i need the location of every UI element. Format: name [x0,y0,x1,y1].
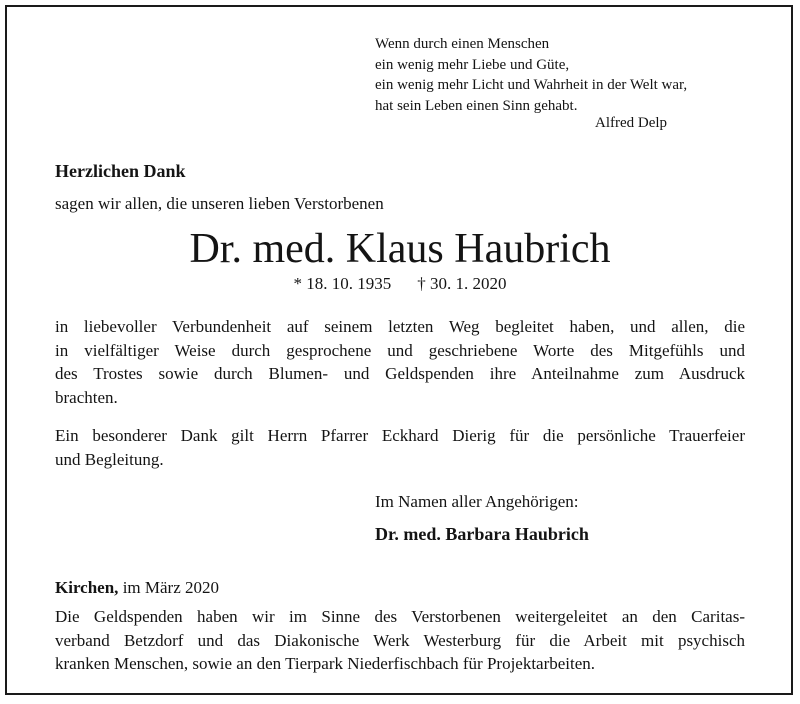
donations-paragraph [55,605,745,676]
paragraph-line: in liebevoller Verbundenheit auf seinem letzten Weg begleitet haben, und allen, die [55,317,745,336]
special-thanks-paragraph [55,424,745,471]
thanks-heading: Herzlichen Dank [55,161,186,181]
place-date: im März 2020 [118,578,220,597]
birth-date: * 18. 10. 1935 [293,274,392,293]
paragraph-line: verband Betzdorf und das Diakonische Werk Westerburg für die Arbeit mit psychisch [55,630,745,650]
quote-line: Wenn durch einen Menschen [375,36,550,52]
paragraph-line: Die Geldspenden haben wir im Sinne des Verstorbenen weitergeleitet an den Caritas- [55,607,745,626]
quote-line: ein wenig mehr Liebe und Güte, [375,56,570,73]
death-date: † 30. 1. 2020 [417,274,507,293]
paragraph-line: brachten. [55,387,118,407]
quote-line: hat sein Leben einen Sinn gehabt. [375,97,578,114]
paragraph-line: Ein besonderer Dank gilt Herrn Pfarrer Eckhard Dierig für die persönliche Trauerfeier [55,426,745,445]
deceased-name: Dr. med. Klaus Haubrich [189,226,611,272]
intro-line: sagen wir allen, die unseren lieben Verstorbenen [55,194,384,213]
paragraph-line: in vielfältiger Weise durch gesprochene und geschriebene Worte des Mitgefühls und [55,340,745,360]
life-dates [0,274,800,294]
paragraph-line: des Trostes sowie durch Blumen- und Geldspenden ihre Anteilnahme zum Ausdruck [55,364,745,383]
quote-line: ein wenig mehr Licht und Wahrheit in der Welt war, [375,77,688,93]
paragraph-line: und Begleitung. [55,449,164,469]
quote-author: Alfred Delp [595,115,668,131]
paragraph-line: kranken Menschen, sowie an den Tierpark Niederfischbach für Projektarbeiten. [55,654,596,673]
signoff-line: Im Namen aller Angehörigen: [375,492,579,511]
place-city: Kirchen, [55,578,119,597]
signer-name: Dr. med. Barbara Haubrich [375,524,589,544]
epigraph-quote [375,34,775,116]
thanks-paragraph [55,315,745,409]
place-date-line [55,578,219,598]
